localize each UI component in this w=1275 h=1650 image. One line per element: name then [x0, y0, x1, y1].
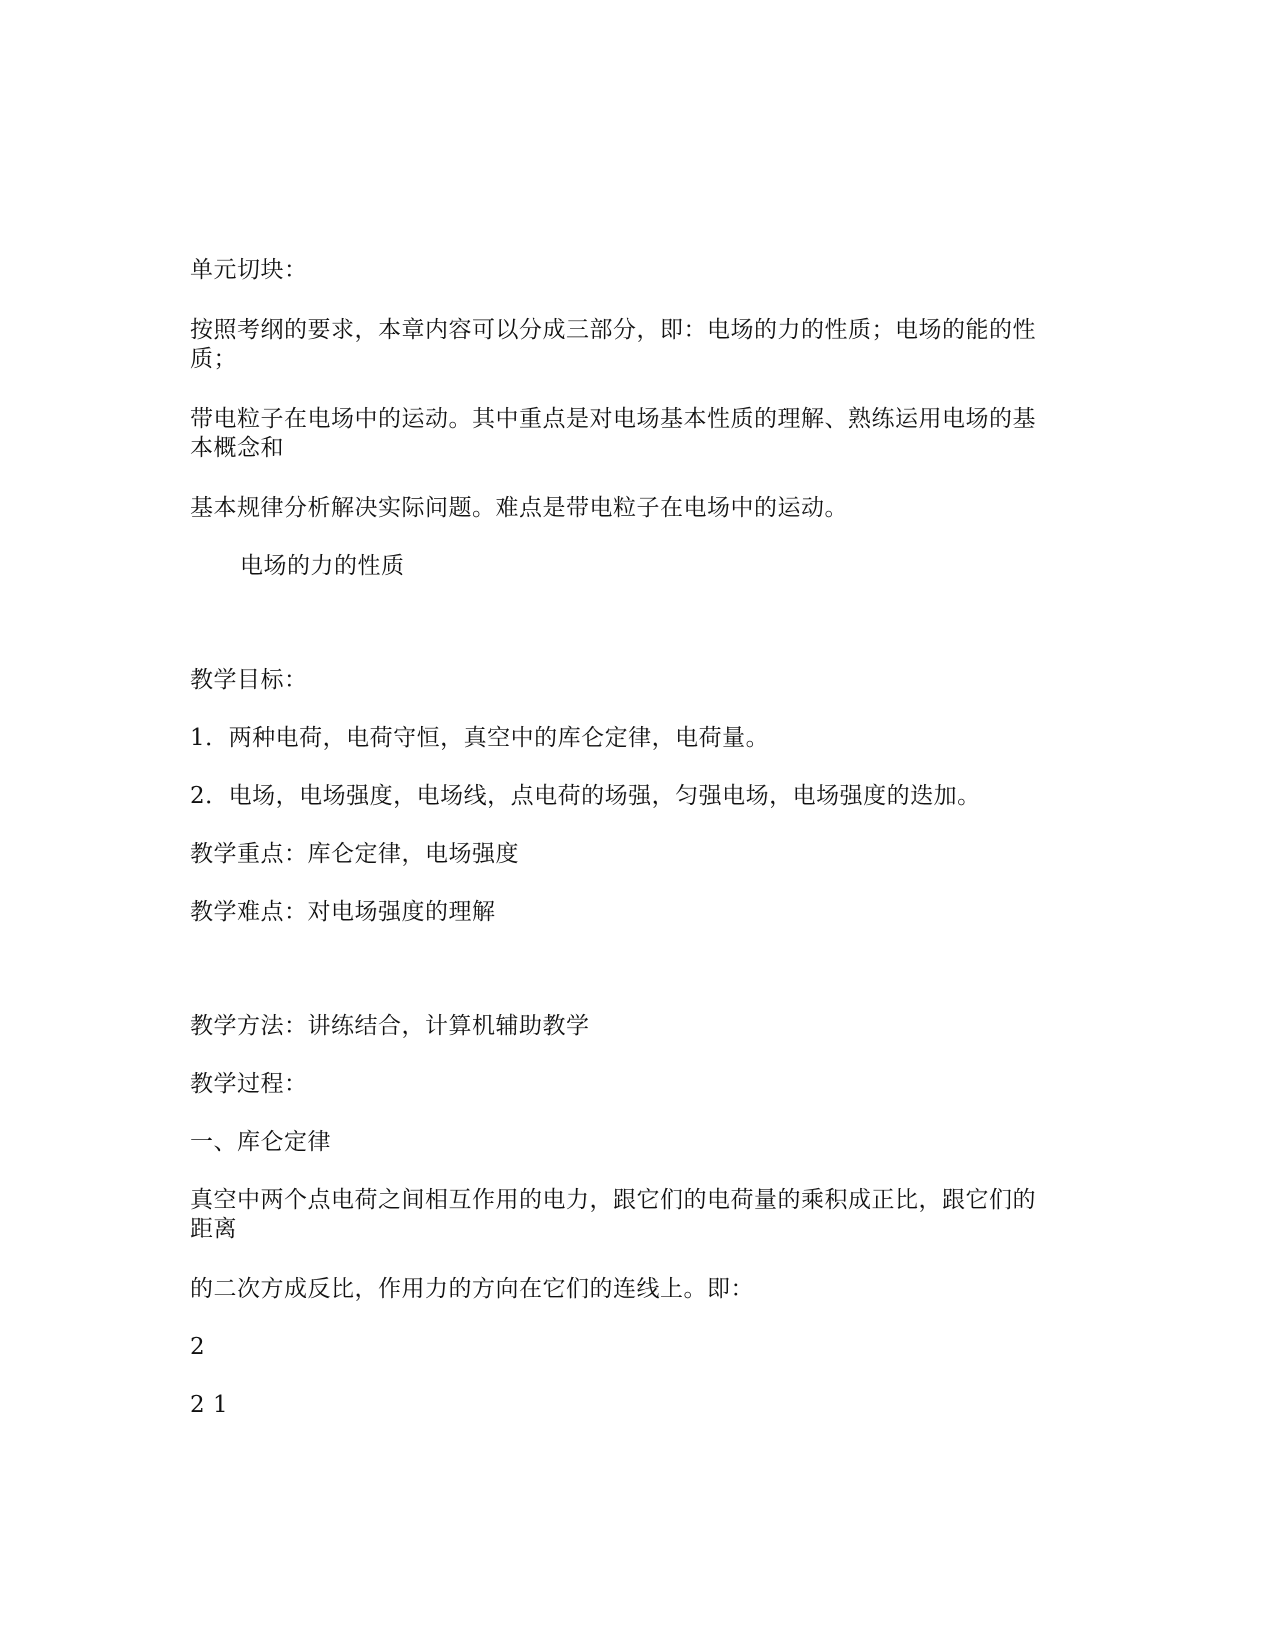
formula-fragment: 2	[190, 1334, 206, 1360]
goal-item: 1．两种电荷，电荷守恒，真空中的库仑定律，电荷量。	[190, 725, 770, 751]
paragraph-line: 按照考纲的要求，本章内容可以分成三部分，即：电场的力的性质；电场的能的性	[190, 317, 1036, 343]
teaching-difficulty: 教学难点：对电场强度的理解	[190, 899, 496, 925]
paragraph-line: 本概念和	[190, 435, 284, 461]
goal-item: 2．电场，电场强度，电场线，点电荷的场强，匀强电场，电场强度的迭加。	[190, 783, 981, 809]
paragraph-line: 带电粒子在电场中的运动。其中重点是对电场基本性质的理解、熟练运用电场的基	[190, 406, 1036, 432]
teaching-process-heading: 教学过程：	[190, 1071, 308, 1097]
paragraph-line: 基本规律分析解决实际问题。难点是带电粒子在电场中的运动。	[190, 495, 848, 521]
paragraph-line: 真空中两个点电荷之间相互作用的电力，跟它们的电荷量的乘积成正比，跟它们的	[190, 1187, 1036, 1213]
teaching-goals-heading: 教学目标：	[190, 667, 308, 693]
section-title: 电场的力的性质	[240, 553, 405, 579]
paragraph-line: 距离	[190, 1216, 237, 1242]
paragraph-line: 质；	[190, 346, 237, 372]
teaching-method: 教学方法：讲练结合，计算机辅助教学	[190, 1013, 590, 1039]
section-heading: 一、库仑定律	[190, 1129, 331, 1155]
paragraph-line: 的二次方成反比，作用力的方向在它们的连线上。即：	[190, 1276, 754, 1302]
formula-fragment: 2 1	[190, 1392, 229, 1418]
unit-heading: 单元切块：	[190, 257, 308, 283]
teaching-focus: 教学重点：库仑定律，电场强度	[190, 841, 519, 867]
